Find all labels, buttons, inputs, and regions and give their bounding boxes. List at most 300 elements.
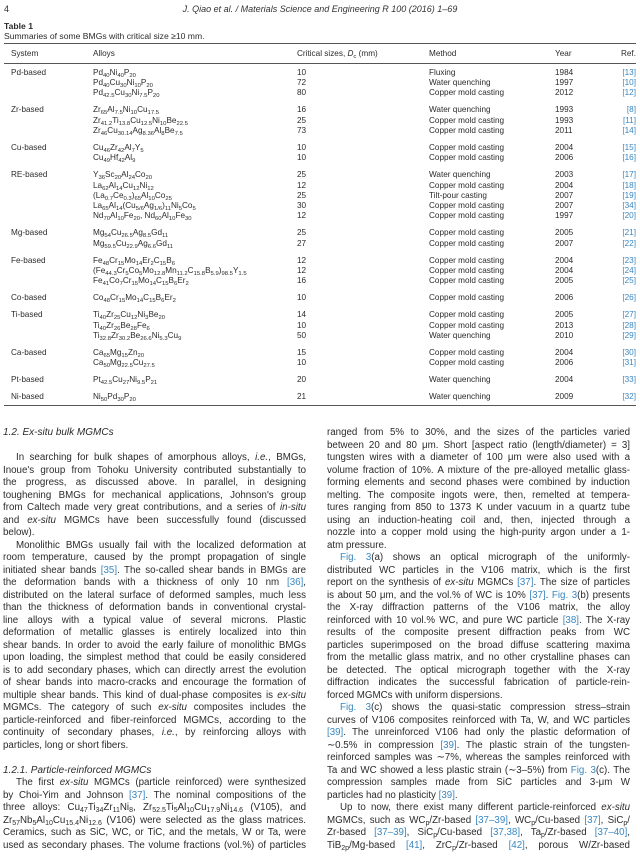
- subscript: 3: [145, 315, 149, 322]
- text-run: particle-reinforced and fiber-reinforced MGMCs, according to the: [3, 714, 306, 726]
- subscript: 15: [121, 352, 128, 359]
- element-symbol: Cr: [116, 265, 126, 275]
- table-row: [4, 116, 636, 126]
- element-symbol: Mn: [165, 265, 177, 275]
- element-symbol: Mo: [124, 255, 136, 265]
- element-symbol: Co: [135, 170, 146, 180]
- reference-link[interactable]: [30]: [622, 347, 636, 357]
- system-cell: [4, 201, 93, 211]
- year-cell: 1984: [555, 67, 574, 77]
- text-run: compression samples made from SiC particles and 3-μm W: [327, 777, 630, 788]
- alloy-cell: [93, 256, 297, 266]
- critical-size-cell: 10: [297, 358, 307, 368]
- header-method: Method: [429, 49, 457, 58]
- text-line: [327, 552, 630, 565]
- table-row: [4, 358, 636, 368]
- citation-link[interactable]: [39]: [440, 739, 457, 751]
- method-cell: Copper mold casting: [429, 211, 505, 221]
- subscript: 12: [132, 185, 140, 192]
- text-run: (a) shows an optical micrograph of the uniformly-: [371, 552, 631, 563]
- subscript: 9.5: [136, 380, 146, 387]
- critical-size-cell: 30: [297, 201, 307, 211]
- subscript: 30.14: [117, 130, 133, 137]
- subscript: 30: [120, 83, 127, 90]
- header-ref: Ref.: [620, 49, 636, 58]
- element-symbol: P: [123, 67, 130, 77]
- method-cell: Copper mold casting: [429, 142, 505, 152]
- text-line: [3, 515, 306, 528]
- header-critical-size: [297, 49, 429, 58]
- table-row: [4, 392, 636, 402]
- citation-link[interactable]: [42]: [508, 839, 525, 851]
- element-symbol: Mo: [138, 276, 150, 286]
- text-line: [3, 502, 306, 515]
- citation-link[interactable]: [37,38]: [490, 827, 521, 838]
- element-symbol: Ag: [143, 201, 154, 211]
- blank-line: [3, 440, 306, 453]
- subscript: 54: [104, 233, 111, 240]
- subscript: 7.5: [139, 93, 148, 100]
- reference-link[interactable]: [15]: [622, 142, 636, 152]
- subscript: 25: [113, 315, 121, 322]
- element-symbol: Ni: [129, 375, 137, 385]
- critical-size-cell: 12: [297, 180, 307, 190]
- text-line: [327, 727, 630, 740]
- italic-run: ex-situ: [601, 802, 630, 813]
- subscript: 47: [80, 807, 88, 814]
- table-bottom-rule: [4, 405, 636, 406]
- year-cell: 2006: [555, 153, 574, 163]
- subscript: 65: [134, 195, 142, 202]
- text-run: (c) shows the quasi-static compression stress–strain: [371, 702, 630, 713]
- text-line: [327, 427, 630, 440]
- table-row: [4, 228, 636, 238]
- text-run: reinforced with 10 vol.% WC, and pure WC particle: [327, 614, 563, 626]
- year-cell: 2007: [555, 190, 574, 200]
- subscript: 50: [103, 363, 111, 370]
- text-run: Ni: [119, 802, 130, 813]
- text-run: /Zr-based: [429, 814, 476, 826]
- text-run: diffraction indicates the successful fabrication of particle-rein-: [327, 677, 630, 688]
- subscript: 65: [103, 352, 111, 359]
- element-symbol: C: [153, 255, 160, 265]
- element-symbol: ): [131, 190, 135, 200]
- critical-size-cell: 15: [297, 347, 307, 357]
- text-line: [3, 827, 306, 840]
- element-symbol: Fe: [136, 320, 147, 330]
- text-line: [327, 777, 630, 790]
- element-symbol: Fe: [175, 211, 185, 221]
- subscript: 20: [129, 72, 136, 79]
- alloy-cell: [93, 105, 297, 115]
- subscript: 5: [192, 206, 196, 213]
- citation-link[interactable]: Fig. 3: [570, 764, 596, 776]
- text-run: Inoue's group from Tohoku University contributed substantially to: [3, 464, 306, 476]
- element-symbol: Pd: [93, 78, 104, 88]
- year-cell: 1993: [555, 105, 574, 115]
- subscript: 11: [164, 206, 171, 213]
- system-cell: [4, 181, 93, 191]
- reference-link[interactable]: [28]: [622, 320, 636, 330]
- subscript: 46: [103, 147, 111, 154]
- element-symbol: Co: [128, 265, 140, 275]
- citation-link[interactable]: Fig. 3: [551, 589, 578, 601]
- text-run: , WC: [507, 814, 532, 826]
- text-run: , SiC: [600, 814, 624, 826]
- element-symbol: Co: [154, 190, 166, 200]
- text-line: [327, 840, 630, 853]
- text-run: ranged from 5% to 30%, and the sizes of the particles varied: [327, 427, 630, 438]
- text-run: be detected. The optical micrograph together with the X-ray: [327, 664, 630, 676]
- reference-link[interactable]: [14]: [622, 125, 636, 135]
- system-cell: Mg-based: [11, 228, 48, 238]
- reference-link[interactable]: [18]: [622, 180, 636, 190]
- element-symbol: , Nd: [140, 211, 156, 221]
- element-symbol: (Fe: [93, 265, 106, 275]
- reference-link[interactable]: [23]: [622, 255, 636, 265]
- table-row: [4, 170, 636, 180]
- reference-link[interactable]: [20]: [622, 211, 636, 221]
- element-symbol: Ni: [131, 88, 140, 98]
- table-row: [4, 256, 636, 266]
- element-symbol: B: [155, 293, 162, 303]
- element-symbol: C: [143, 293, 150, 303]
- text-line: [3, 615, 306, 628]
- reference-link[interactable]: [34]: [622, 201, 636, 211]
- subscript: 9: [132, 158, 136, 165]
- text-run: reinforced samples was ∼7%, whereas the samples reinforced with: [327, 752, 630, 763]
- citation-link[interactable]: [41]: [406, 839, 423, 851]
- text-run: /Cu-based: [535, 814, 585, 826]
- element-symbol: Pd: [107, 392, 118, 402]
- reference-link[interactable]: [26]: [622, 293, 636, 303]
- running-title: J. Qiao et al. / Materials Science and Engineering R 100 (2016) 1–69: [182, 4, 458, 14]
- subscript: 14: [115, 185, 123, 192]
- system-cell: [4, 126, 93, 136]
- subscript: 24: [128, 175, 135, 182]
- element-symbol: Mg: [93, 228, 105, 238]
- element-symbol: Hf: [110, 153, 119, 163]
- subscript: 6: [146, 325, 150, 332]
- subscript: 42: [117, 147, 125, 154]
- subscript: 15: [131, 281, 139, 288]
- element-symbol: Ag: [137, 238, 148, 248]
- critical-size-cell: 10: [297, 153, 307, 163]
- subscript: 48: [102, 260, 110, 267]
- method-cell: Copper mold casting: [429, 276, 505, 286]
- text-run: Ex-situ: [22, 427, 56, 438]
- text-run: Ceramics, such as SiC, WC, or TiC, and the metals, W or Ta, were: [3, 827, 306, 838]
- element-symbol: Cu: [114, 88, 125, 98]
- subscript: 5: [173, 807, 178, 814]
- subscript: 5/6: [135, 206, 144, 213]
- subscript: 28: [130, 325, 137, 332]
- subscript: 1/6: [153, 206, 163, 213]
- subscript: 17.9: [206, 807, 221, 814]
- text-line: [327, 652, 630, 665]
- text-run: Ti: [87, 802, 96, 813]
- subscript: c: [353, 54, 357, 60]
- text-line: [327, 565, 630, 578]
- reference-link[interactable]: [11]: [622, 115, 636, 125]
- year-cell: 1993: [555, 115, 574, 125]
- reference-link[interactable]: [24]: [622, 265, 636, 275]
- paragraph: [3, 540, 306, 753]
- element-symbol: P: [147, 88, 153, 98]
- text-run: deformation of metallic glasses is entirely localized into thin: [3, 627, 306, 638]
- reference-link[interactable]: [16]: [622, 153, 636, 163]
- reference-link[interactable]: [12]: [622, 88, 636, 98]
- critical-size-cell: 12: [297, 265, 307, 275]
- text-line: [3, 552, 306, 565]
- italic-run: D: [347, 49, 354, 58]
- subscript: 12: [130, 315, 138, 322]
- text-run: shear bands. In order to avoid the early failure of monolithic BMGs: [3, 639, 306, 651]
- element-symbol: Sc: [105, 170, 115, 180]
- critical-size-cell: 12: [297, 211, 307, 221]
- citation-link[interactable]: [37–40]: [594, 827, 628, 838]
- paragraph: [327, 552, 630, 702]
- reference-link[interactable]: [31]: [622, 358, 636, 368]
- element-symbol: Mg: [110, 358, 122, 368]
- element-symbol: Ti: [93, 320, 100, 330]
- reference-link[interactable]: [27]: [622, 310, 636, 320]
- method-cell: Copper mold casting: [429, 115, 505, 125]
- text-run: below).: [3, 527, 35, 538]
- table-row: [4, 239, 636, 249]
- text-run: . The so-called shear bands in BMGs are: [117, 564, 306, 576]
- alloy-cell: [93, 153, 297, 163]
- reference-link[interactable]: [10]: [622, 78, 636, 88]
- element-symbol: Pd: [93, 67, 104, 77]
- citation-link[interactable]: Fig. 3: [340, 552, 372, 563]
- element-symbol: Co: [109, 276, 120, 286]
- table-caption: Summaries of some BMGs with critical size ≥10 mm.: [4, 31, 205, 41]
- subscript: p: [425, 819, 430, 827]
- table-row: [4, 126, 636, 136]
- element-symbol: Al: [161, 211, 169, 221]
- element-symbol: La: [93, 180, 103, 190]
- method-cell: Water quenching: [429, 170, 491, 180]
- text-line: [3, 840, 306, 853]
- element-symbol: Cu: [93, 153, 104, 163]
- element-symbol: P: [140, 78, 147, 88]
- table-row: [4, 348, 636, 358]
- element-symbol: Zr: [111, 330, 119, 340]
- text-line: [327, 502, 630, 515]
- reference-link[interactable]: [8]: [626, 105, 636, 115]
- subscript: 25: [165, 195, 172, 202]
- subscript: 10: [148, 195, 155, 202]
- text-run: Zr-based: [327, 827, 375, 838]
- table-row: [4, 68, 636, 78]
- element-symbol: Er: [142, 255, 151, 265]
- text-run: . The X-ray: [578, 614, 631, 626]
- citation-link[interactable]: [39]: [438, 789, 455, 801]
- table-row: [4, 143, 636, 153]
- element-symbol: Ti: [93, 310, 100, 320]
- page-number: 4: [4, 4, 10, 14]
- text-run: forced MGMCs with uniform dispersions.: [327, 689, 503, 701]
- subscript: 40: [99, 315, 107, 322]
- text-line: [3, 465, 306, 478]
- subscript: 9: [178, 335, 182, 342]
- element-symbol: (La: [93, 190, 105, 200]
- subscript: 6: [171, 260, 175, 267]
- system-cell: Ti-based: [11, 310, 43, 320]
- subscript: 65: [100, 110, 108, 117]
- method-cell: Fluxing: [429, 67, 456, 77]
- italic-run: ex-situ: [59, 777, 89, 788]
- element-symbol: Fe: [93, 255, 103, 265]
- reference-link[interactable]: [19]: [622, 190, 636, 200]
- element-symbol: Cu: [93, 142, 104, 152]
- subscript: 30: [185, 216, 192, 223]
- citation-link[interactable]: [37]: [584, 814, 601, 826]
- element-symbol: Ti: [93, 330, 100, 340]
- subscript: 10: [186, 807, 195, 814]
- text-line: [3, 565, 306, 578]
- text-line: [3, 527, 306, 540]
- subscript: 42.5: [100, 380, 113, 387]
- text-line: [3, 640, 306, 653]
- system-cell: Ni-based: [11, 392, 44, 402]
- subscript: 8: [129, 807, 134, 814]
- subscript: 50: [100, 397, 108, 404]
- reference-link[interactable]: [33]: [622, 375, 636, 385]
- italic-run: in-situ: [279, 502, 306, 513]
- element-symbol: Ni: [122, 105, 131, 115]
- subscript: 2: [172, 298, 176, 305]
- text-line: [327, 477, 630, 490]
- text-run: using an induction-heating coil and, then, injected through a: [327, 514, 630, 526]
- subscript: 22.5: [121, 363, 133, 370]
- text-run: MGMCs (particle reinforced) were synthesized: [88, 777, 306, 788]
- subscript: 8: [161, 130, 165, 137]
- system-cell: Zr-based: [11, 105, 44, 115]
- alloy-cell: [93, 310, 297, 320]
- citation-link[interactable]: [37]: [129, 789, 146, 801]
- text-line: [327, 527, 630, 540]
- text-line: [3, 777, 306, 790]
- citation-link[interactable]: [37]: [529, 589, 546, 601]
- reference-link[interactable]: [32]: [622, 392, 636, 402]
- subscript: 5.9: [210, 270, 219, 277]
- year-cell: 2006: [555, 358, 574, 368]
- element-symbol: (Cu: [122, 201, 136, 211]
- text-run: Cu: [52, 814, 66, 826]
- subscript: p: [531, 819, 536, 827]
- text-line: [327, 590, 630, 603]
- subscript: 14: [136, 298, 144, 305]
- table-row: [4, 105, 636, 115]
- alloy-cell: [93, 276, 297, 286]
- reference-link[interactable]: [21]: [622, 228, 636, 238]
- subscript: 42: [118, 158, 125, 165]
- subscript: 13.8: [118, 120, 131, 127]
- text-run: is about 50 μm, and the vol.% of WC is 10%: [327, 589, 530, 601]
- reference-link[interactable]: [22]: [622, 238, 636, 248]
- element-symbol: Mo: [125, 293, 137, 303]
- element-symbol: Cu: [110, 228, 122, 238]
- system-cell: [4, 321, 93, 331]
- subscript: 5: [139, 270, 143, 277]
- element-symbol: Al: [154, 125, 162, 135]
- reference-link[interactable]: [13]: [622, 67, 636, 77]
- subscript: 30: [124, 93, 132, 100]
- reference-link[interactable]: [17]: [622, 170, 636, 180]
- citation-link[interactable]: Fig. 3: [340, 702, 371, 713]
- text-run: , BMGs,: [268, 452, 307, 463]
- citation-link[interactable]: [35]: [100, 564, 118, 576]
- citation-link[interactable]: [37–39]: [475, 814, 508, 826]
- subscript: 6.6: [147, 243, 156, 250]
- system-cell: Fe-based: [11, 255, 46, 265]
- citation-link[interactable]: [39]: [327, 727, 344, 738]
- text-line: [327, 740, 630, 753]
- text-line: [3, 665, 306, 678]
- subscript: 12.8: [153, 270, 166, 277]
- element-symbol: P: [145, 375, 151, 385]
- element-symbol: Cu: [112, 375, 123, 385]
- citation-link[interactable]: [36]: [287, 577, 304, 588]
- element-symbol: Zr: [106, 310, 114, 320]
- element-symbol: Y: [93, 170, 99, 180]
- citation-link[interactable]: [37]: [517, 577, 534, 588]
- element-symbol: Er: [164, 293, 173, 303]
- paragraph: [3, 452, 306, 540]
- paragraph: [327, 427, 630, 552]
- text-line: [327, 640, 630, 653]
- alloy-cell: [93, 181, 297, 191]
- method-cell: Copper mold casting: [429, 228, 505, 238]
- text-run: room temperature, caused by the prompt propagation of single: [3, 552, 306, 563]
- italic-run: ex-situ: [158, 702, 187, 713]
- method-cell: Copper mold casting: [429, 88, 505, 98]
- citation-link[interactable]: [38]: [562, 614, 579, 626]
- text-line: [327, 665, 630, 678]
- element-symbol: Pd: [93, 88, 104, 98]
- subscript: 40: [103, 72, 110, 79]
- year-cell: 2013: [555, 320, 574, 330]
- text-run: initiated shear bands: [3, 564, 101, 576]
- text-run: curves of V106 composites reinforced with Ta, W, and WC particles: [327, 714, 630, 726]
- citation-link[interactable]: [37–39]: [374, 827, 407, 838]
- text-line: [327, 490, 630, 503]
- subscript: 11.2: [176, 270, 188, 277]
- reference-link[interactable]: [29]: [622, 330, 636, 340]
- text-run: than the thickness of deformation bands in conventional crystal-: [3, 602, 306, 613]
- text-run: from the metallic glass matrix, and no other crystalline phases can: [327, 652, 630, 663]
- text-run: /: [627, 814, 630, 826]
- subscript: 11: [166, 243, 174, 250]
- element-symbol: Cr: [122, 276, 132, 286]
- alloy-cell: [93, 88, 297, 98]
- subscript: p: [433, 832, 438, 839]
- alloy-cell: [93, 392, 297, 402]
- system-cell: Pd-based: [11, 67, 47, 77]
- text-run: /Mg-based: [349, 839, 406, 851]
- paragraph: [327, 802, 630, 852]
- subscript: 60: [155, 216, 162, 223]
- text-line: [327, 615, 630, 628]
- reference-link[interactable]: [25]: [622, 276, 636, 286]
- subscript: 40: [103, 83, 110, 90]
- element-symbol: Cr: [110, 293, 119, 303]
- element-symbol: Ca: [93, 347, 104, 357]
- system-cell: [4, 191, 93, 201]
- year-cell: 2011: [555, 125, 573, 135]
